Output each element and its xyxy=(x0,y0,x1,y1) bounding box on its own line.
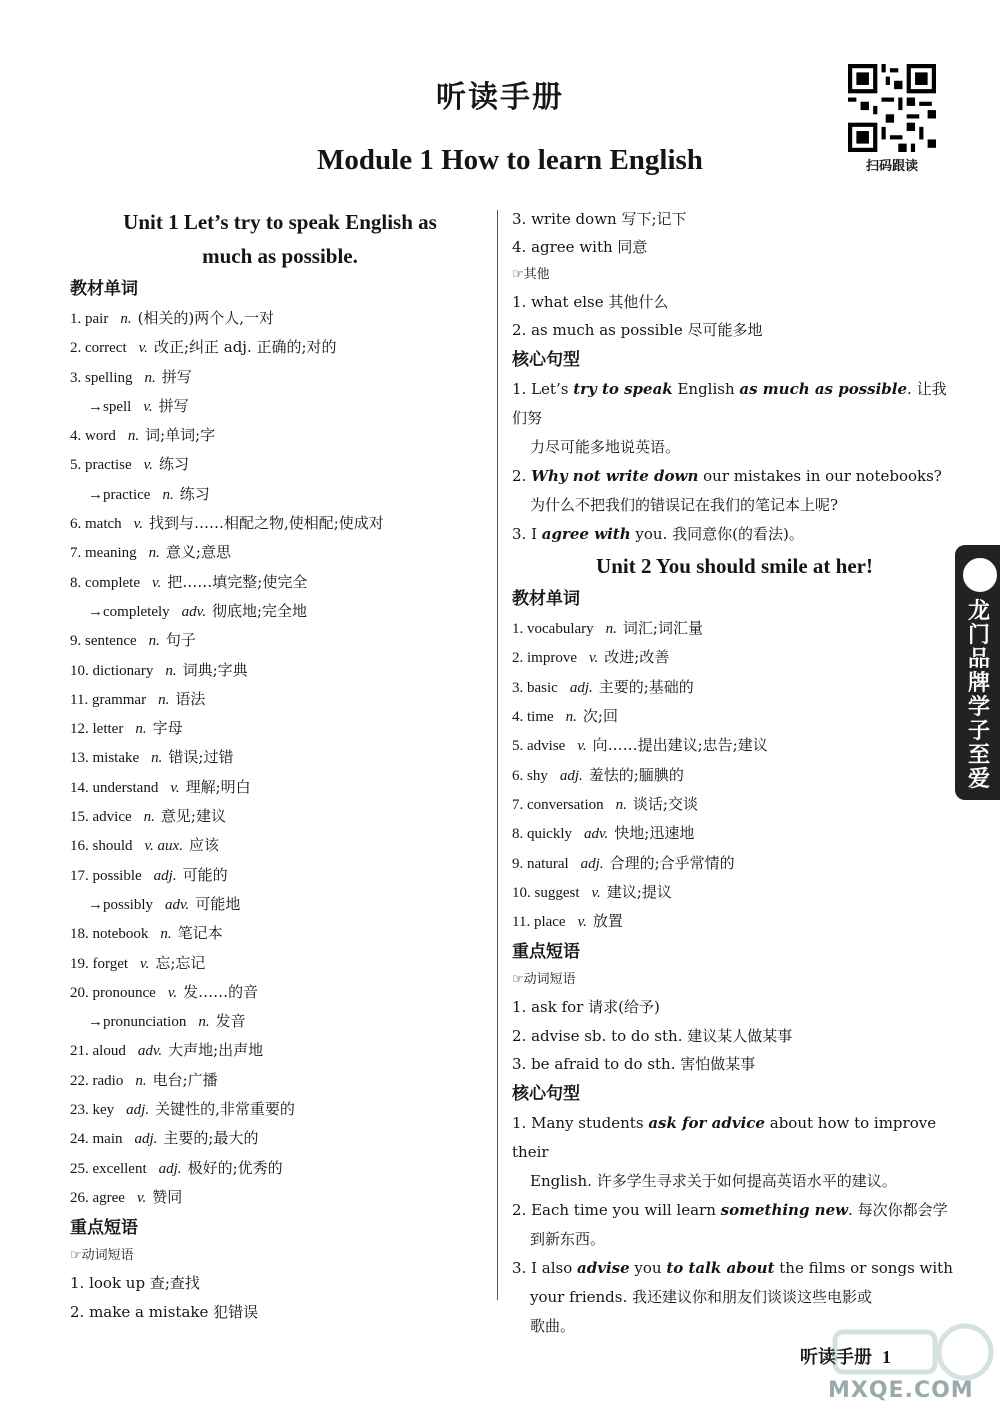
word-entry: 11. grammar n. 语法 xyxy=(70,689,206,708)
word-entry: 1. vocabulary n. 词汇;词汇量 xyxy=(512,619,703,638)
word-entry: 26. agree v. 赞同 xyxy=(70,1187,183,1206)
word-list xyxy=(512,614,957,936)
phrase-item: 1. look up 查;查找 xyxy=(70,1274,200,1293)
phrase-item: 3. write down 写下;记下 xyxy=(512,210,687,228)
word-entry: 9. sentence n. 句子 xyxy=(70,631,196,650)
sentence-item: 2. Why not write down our mistakes in our notebooks? 为什么不把我们的错误记在我们的笔记本上呢? xyxy=(512,467,942,515)
word-entry: 8. quickly adv. 快地;迅速地 xyxy=(512,824,695,843)
word-list xyxy=(70,304,490,1212)
qr-code-icon[interactable] xyxy=(848,64,936,152)
module-title: Module 1 How to learn English xyxy=(317,144,703,176)
right-column xyxy=(512,205,957,1341)
phrase-item: 1. what else 其他什么 xyxy=(512,292,669,311)
word-entry: 9. natural adj. 合理的;合乎常情的 xyxy=(512,853,735,872)
phrase-item: 1. ask for 请求(给予) xyxy=(512,998,660,1017)
phrase-item: 2. make a mistake 犯错误 xyxy=(70,1302,259,1321)
word-entry: →possibly adv. 可能地 xyxy=(88,894,241,913)
left-column xyxy=(70,205,490,1326)
word-entry: 3. spelling n. 拼写 xyxy=(70,367,192,386)
word-entry: 12. letter n. 字母 xyxy=(70,719,183,738)
word-entry: 4. word n. 词;单词;字 xyxy=(70,426,216,445)
section-heading-phrases: 重点短语 xyxy=(512,942,580,963)
phrase-item: 2. as much as possible 尽可能多地 xyxy=(512,320,763,339)
sentence-item: 3. I agree with you. 我同意你(的看法)。 xyxy=(512,525,804,544)
page-title: 听读手册 xyxy=(436,80,564,115)
word-entry: 15. advice n. 意见;建议 xyxy=(70,807,226,826)
phrase-item: 3. be afraid to do sth. 害怕做某事 xyxy=(512,1055,756,1074)
word-entry: 7. meaning n. 意义;意思 xyxy=(70,543,231,562)
word-entry: 21. aloud adv. 大声地;出声地 xyxy=(70,1041,264,1060)
subheading-verb-phrases: ☞动词短语 xyxy=(70,1248,134,1264)
side-tab-text: 龙门品牌 学子至爱 xyxy=(967,599,990,792)
word-entry: 3. basic adj. 主要的;基础的 xyxy=(512,677,694,696)
word-entry: 11. place v. 放置 xyxy=(512,912,623,931)
section-heading-words: 教材单词 xyxy=(70,279,138,299)
section-heading-phrases: 重点短语 xyxy=(70,1218,138,1239)
word-entry: 20. pronounce v. 发……的音 xyxy=(70,982,259,1001)
word-entry: 2. improve v. 改进;改善 xyxy=(512,648,670,667)
qr-label: 扫码跟读 xyxy=(865,159,918,174)
side-tab-circle-icon xyxy=(960,555,1000,595)
section-heading-sentences: 核心句型 xyxy=(512,1084,580,1105)
word-entry: 6. match v. 找到与……相配之物,使相配;使成对 xyxy=(70,514,384,533)
word-entry: 24. main adj. 主要的;最大的 xyxy=(70,1129,259,1148)
sentence-item: 2. Each time you will learn something new. 每次你都会学 到新东西。 xyxy=(512,1201,948,1249)
word-entry: →spell v. 拼写 xyxy=(88,396,189,415)
word-entry: →completely adv. 彻底地;完全地 xyxy=(88,601,308,620)
page-number: 1 xyxy=(882,1347,891,1367)
word-entry: 2. correct v. 改正;纠正 adj. 正确的;对的 xyxy=(70,338,337,357)
sentence-item: 1. Many students ask for advice about how to improve their English. 许多学生寻求关于如何提高英语水平的建议。 xyxy=(512,1114,937,1191)
word-entry: 22. radio n. 电台;广播 xyxy=(70,1070,218,1089)
word-entry: 7. conversation n. 谈话;交谈 xyxy=(512,794,698,813)
word-entry: 13. mistake n. 错误;过错 xyxy=(70,748,234,767)
word-entry: →pronunciation n. 发音 xyxy=(88,1012,246,1031)
word-entry: 18. notebook n. 笔记本 xyxy=(70,924,223,943)
unit1-title-line2: much as possible. xyxy=(202,244,358,268)
word-entry: 5. practise v. 练习 xyxy=(70,455,189,474)
word-entry: 17. possible adj. 可能的 xyxy=(70,865,228,884)
word-entry: 5. advise v. 向……提出建议;忠告;建议 xyxy=(512,736,768,755)
unit1-title-line1: Unit 1 Let’s try to speak English as xyxy=(123,210,437,234)
word-entry: 19. forget v. 忘;忘记 xyxy=(70,953,206,972)
word-entry: 14. understand v. 理解;明白 xyxy=(70,777,251,796)
unit2-title: Unit 2 You should smile at her! xyxy=(596,554,873,579)
subheading-other: ☞其他 xyxy=(512,266,550,282)
word-entry: 25. excellent adj. 极好的;优秀的 xyxy=(70,1158,283,1177)
word-entry: 10. suggest v. 建议;提议 xyxy=(512,882,672,901)
column-divider xyxy=(497,210,498,1300)
section-heading-words: 教材单词 xyxy=(512,589,580,610)
phrase-item: 2. advise sb. to do sth. 建议某人做某事 xyxy=(512,1026,793,1045)
word-entry: 16. should v. aux. 应该 xyxy=(70,836,219,855)
subheading-verb-phrases: ☞动词短语 xyxy=(512,972,576,988)
word-entry: 6. shy adj. 羞怯的;腼腆的 xyxy=(512,765,684,784)
section-heading-sentences: 核心句型 xyxy=(512,350,580,371)
watermark-text: MXQE.COM xyxy=(828,1378,974,1403)
word-entry: 4. time n. 次;回 xyxy=(512,707,618,726)
word-entry: 10. dictionary n. 词典;字典 xyxy=(70,660,248,679)
sentence-item: 1. Let’s try to speak English as much as possible. 让我们努 力尽可能多地说英语。 xyxy=(512,380,947,457)
word-entry: →practice n. 练习 xyxy=(88,484,210,503)
word-entry: 23. key adj. 关键性的,非常重要的 xyxy=(70,1100,295,1119)
sentence-item: 3. I also advise you to talk about the films or songs with your friends. 我还建议你和朋友们谈谈这些电影或 歌曲。 xyxy=(512,1259,953,1336)
footer-label: 听读手册 xyxy=(800,1347,872,1368)
word-entry: 1. pair n. (相关的)两个人,一对 xyxy=(70,309,275,327)
phrase-item: 4. agree with 同意 xyxy=(512,238,648,257)
word-entry: 8. complete v. 把……填完整;使完全 xyxy=(70,572,308,591)
